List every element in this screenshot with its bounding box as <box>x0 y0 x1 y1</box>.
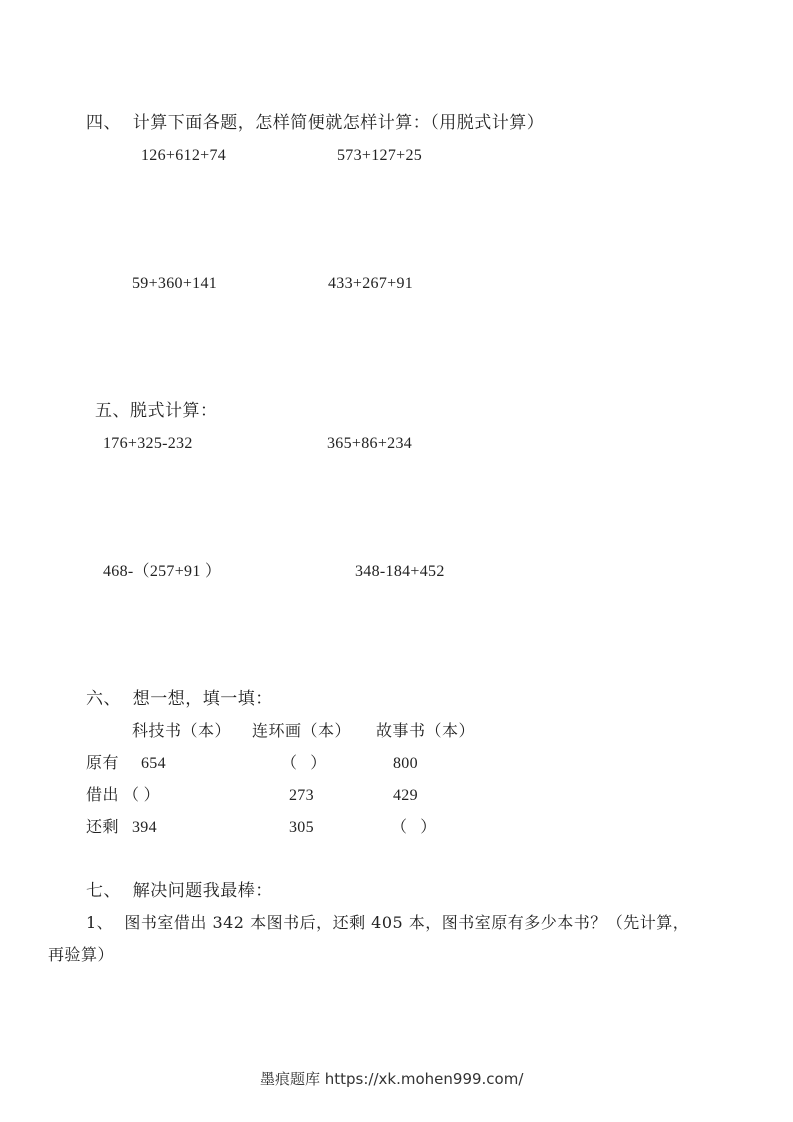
cell-remaining-stories-blank: （ ） <box>391 819 437 836</box>
cell-borrowed-stories: 429 <box>393 787 418 804</box>
cell-borrowed-science-blank: （ ） <box>123 787 160 804</box>
question-1-line-2: 再验算） <box>48 945 115 964</box>
question-1-line-1: 1、 图书室借出 342 本图书后，还剩 405 本，图书室原有多少本书？（先计算， <box>86 913 690 932</box>
cell-remaining-science: 394 <box>132 819 157 836</box>
cell-remaining-comics: 305 <box>289 819 314 836</box>
section7-title: 七、 解决问题我最棒： <box>86 881 273 901</box>
section5-expr-3: 468-（257+91 ） <box>103 563 222 580</box>
cell-original-science: 654 <box>141 755 166 772</box>
footer-watermark: 墨痕题库 https://xk.mohen999.com/ <box>260 1070 524 1088</box>
section4-expr-2: 573+127+25 <box>337 147 423 164</box>
cell-original-stories: 800 <box>393 755 418 772</box>
table-header-stories: 故事书（本） <box>376 721 476 740</box>
table-header-science: 科技书（本） <box>132 721 232 740</box>
row-label-remaining: 还剩 <box>86 817 120 836</box>
section4-expr-3: 59+360+141 <box>132 275 218 292</box>
section5-expr-2: 365+86+234 <box>327 435 413 452</box>
section5-title: 五、脱式计算： <box>95 401 218 421</box>
row-label-borrowed: 借出 <box>86 785 120 804</box>
section4-title: 四、 计算下面各题，怎样简便就怎样计算：（用脱式计算） <box>86 113 545 133</box>
section5-expr-4: 348-184+452 <box>355 563 445 580</box>
section5-expr-1: 176+325-232 <box>103 435 193 452</box>
row-label-original: 原有 <box>86 753 120 772</box>
section4-expr-1: 126+612+74 <box>141 147 227 164</box>
table-header-comics: 连环画（本） <box>252 721 352 740</box>
cell-borrowed-comics: 273 <box>289 787 314 804</box>
cell-original-comics-blank: （ ） <box>281 755 327 772</box>
section4-expr-4: 433+267+91 <box>328 275 414 292</box>
section6-title: 六、 想一想，填一填： <box>86 689 273 709</box>
